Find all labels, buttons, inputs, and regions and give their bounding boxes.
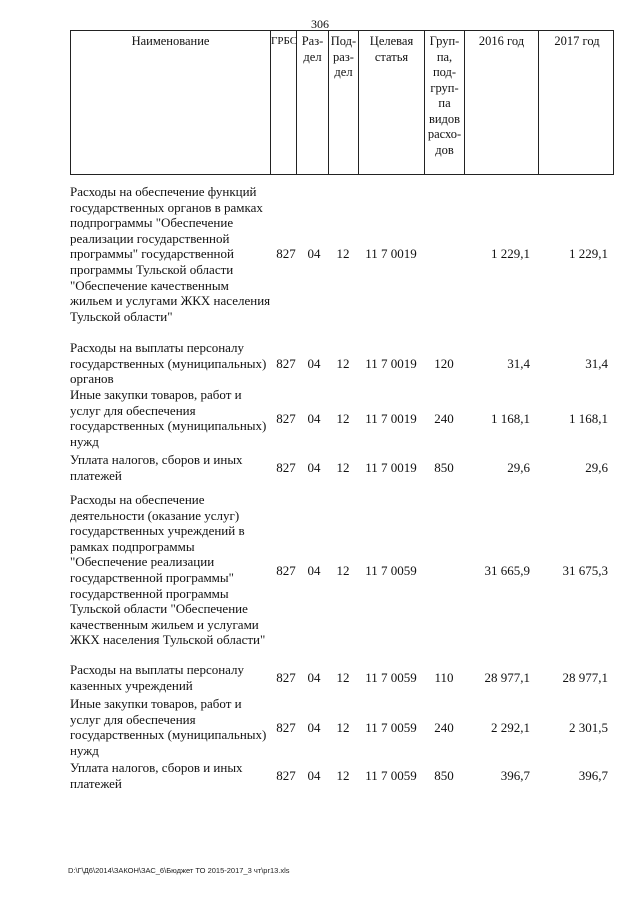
table-row <box>70 184 614 324</box>
row-target: 11 7 0059 <box>365 768 417 783</box>
table-row <box>70 452 614 484</box>
row-podrazdel: 12 <box>336 246 350 261</box>
table-row <box>70 387 614 450</box>
row-name: Расходы на обеспечение деятельности (оказание услуг) государственных учреждений в рамках подпрограммы "Обеспечение реализации государственной программы" государственной программы Тульской области "Обеспечение качественным жильем и услугами ЖКХ населения Тульской области" <box>70 492 266 648</box>
row-target: 11 7 0059 <box>365 563 417 578</box>
row-razdel: 04 <box>307 246 321 261</box>
row-name: Иные закупки товаров, работ и услуг для обеспечения государственных (муниципальных) нужд <box>70 387 267 449</box>
header-target: Целевая статья <box>359 31 425 174</box>
header-group: Груп- па, под- груп- па видов расхо- дов <box>425 31 465 174</box>
row-name: Уплата налогов, сборов и иных платежей <box>70 760 243 791</box>
table-row <box>70 492 614 650</box>
row-group: 240 <box>434 410 454 426</box>
row-2017: 396,7 <box>578 768 608 783</box>
row-2017: 31 675,3 <box>562 563 608 578</box>
row-grbs: 827 <box>276 355 296 371</box>
header-razdel: Раз- дел <box>297 31 329 174</box>
row-2017: 1 168,1 <box>569 410 608 426</box>
row-2016: 31 665,9 <box>484 563 530 578</box>
row-name: Уплата налогов, сборов и иных платежей <box>70 452 243 483</box>
row-target: 11 7 0059 <box>365 719 417 735</box>
table-header <box>70 30 614 175</box>
row-podrazdel: 12 <box>336 563 350 578</box>
row-podrazdel: 12 <box>336 768 350 783</box>
row-grbs: 827 <box>276 563 296 578</box>
row-group: 240 <box>434 719 454 735</box>
row-razdel: 04 <box>307 670 321 685</box>
row-podrazdel: 12 <box>336 410 350 426</box>
row-razdel: 04 <box>307 355 321 371</box>
row-2016: 1 229,1 <box>491 246 530 261</box>
row-grbs: 827 <box>276 410 296 426</box>
header-2016: 2016 год <box>465 31 539 174</box>
row-2016: 29,6 <box>507 460 530 475</box>
row-razdel: 04 <box>307 460 321 475</box>
row-name: Расходы на выплаты персоналу государственных (муниципальных) органов <box>70 340 267 387</box>
header-grbs: ГРБС <box>271 31 297 174</box>
row-2017: 2 301,5 <box>569 719 608 735</box>
row-grbs: 827 <box>276 768 296 783</box>
table-row <box>70 696 614 759</box>
row-target: 11 7 0019 <box>365 246 417 261</box>
row-podrazdel: 12 <box>336 719 350 735</box>
row-target: 11 7 0019 <box>365 355 417 371</box>
table-row <box>70 662 614 694</box>
row-2017: 31,4 <box>585 355 608 371</box>
row-2017: 1 229,1 <box>569 246 608 261</box>
row-2016: 396,7 <box>500 768 530 783</box>
page-number: 306 <box>311 17 329 31</box>
header-name: Наименование <box>71 31 271 174</box>
row-group: 850 <box>434 768 454 783</box>
row-target: 11 7 0019 <box>365 460 417 475</box>
row-target: 11 7 0019 <box>365 410 417 426</box>
row-razdel: 04 <box>307 719 321 735</box>
row-grbs: 827 <box>276 460 296 475</box>
row-podrazdel: 12 <box>336 670 350 685</box>
row-razdel: 04 <box>307 410 321 426</box>
row-2016: 31,4 <box>507 355 530 371</box>
row-name: Расходы на обеспечение функций государственных органов в рамках подпрограммы "Обеспечение реализации государственной программы" государственной программы Тульской области "Обеспечение качественным жильем и услугами ЖКХ населения Тульской области" <box>70 184 271 324</box>
row-grbs: 827 <box>276 246 296 261</box>
row-razdel: 04 <box>307 768 321 783</box>
row-name: Иные закупки товаров, работ и услуг для обеспечения государственных (муниципальных) нужд <box>70 696 267 758</box>
row-grbs: 827 <box>276 670 296 685</box>
row-podrazdel: 12 <box>336 355 350 371</box>
row-2016: 1 168,1 <box>491 410 530 426</box>
row-2016: 2 292,1 <box>491 719 530 735</box>
file-path: D:\Г\Д6\2014\ЗАКОН\ЗАС_6\Бюджет ТО 2015-2017_3 чт\pr13.xls <box>68 866 290 875</box>
row-target: 11 7 0059 <box>365 670 417 685</box>
row-2016: 28 977,1 <box>484 670 530 685</box>
row-podrazdel: 12 <box>336 460 350 475</box>
row-group: 850 <box>434 460 454 475</box>
row-razdel: 04 <box>307 563 321 578</box>
row-2017: 29,6 <box>585 460 608 475</box>
row-name: Расходы на выплаты персоналу казенных учреждений <box>70 662 245 693</box>
row-group: 110 <box>434 670 454 685</box>
row-group: 120 <box>434 355 454 371</box>
row-2017: 28 977,1 <box>562 670 608 685</box>
table-row <box>70 340 614 387</box>
header-podrazdel: Под- раз- дел <box>329 31 359 174</box>
row-grbs: 827 <box>276 719 296 735</box>
table-row <box>70 760 614 792</box>
header-2017: 2017 год <box>554 34 600 48</box>
